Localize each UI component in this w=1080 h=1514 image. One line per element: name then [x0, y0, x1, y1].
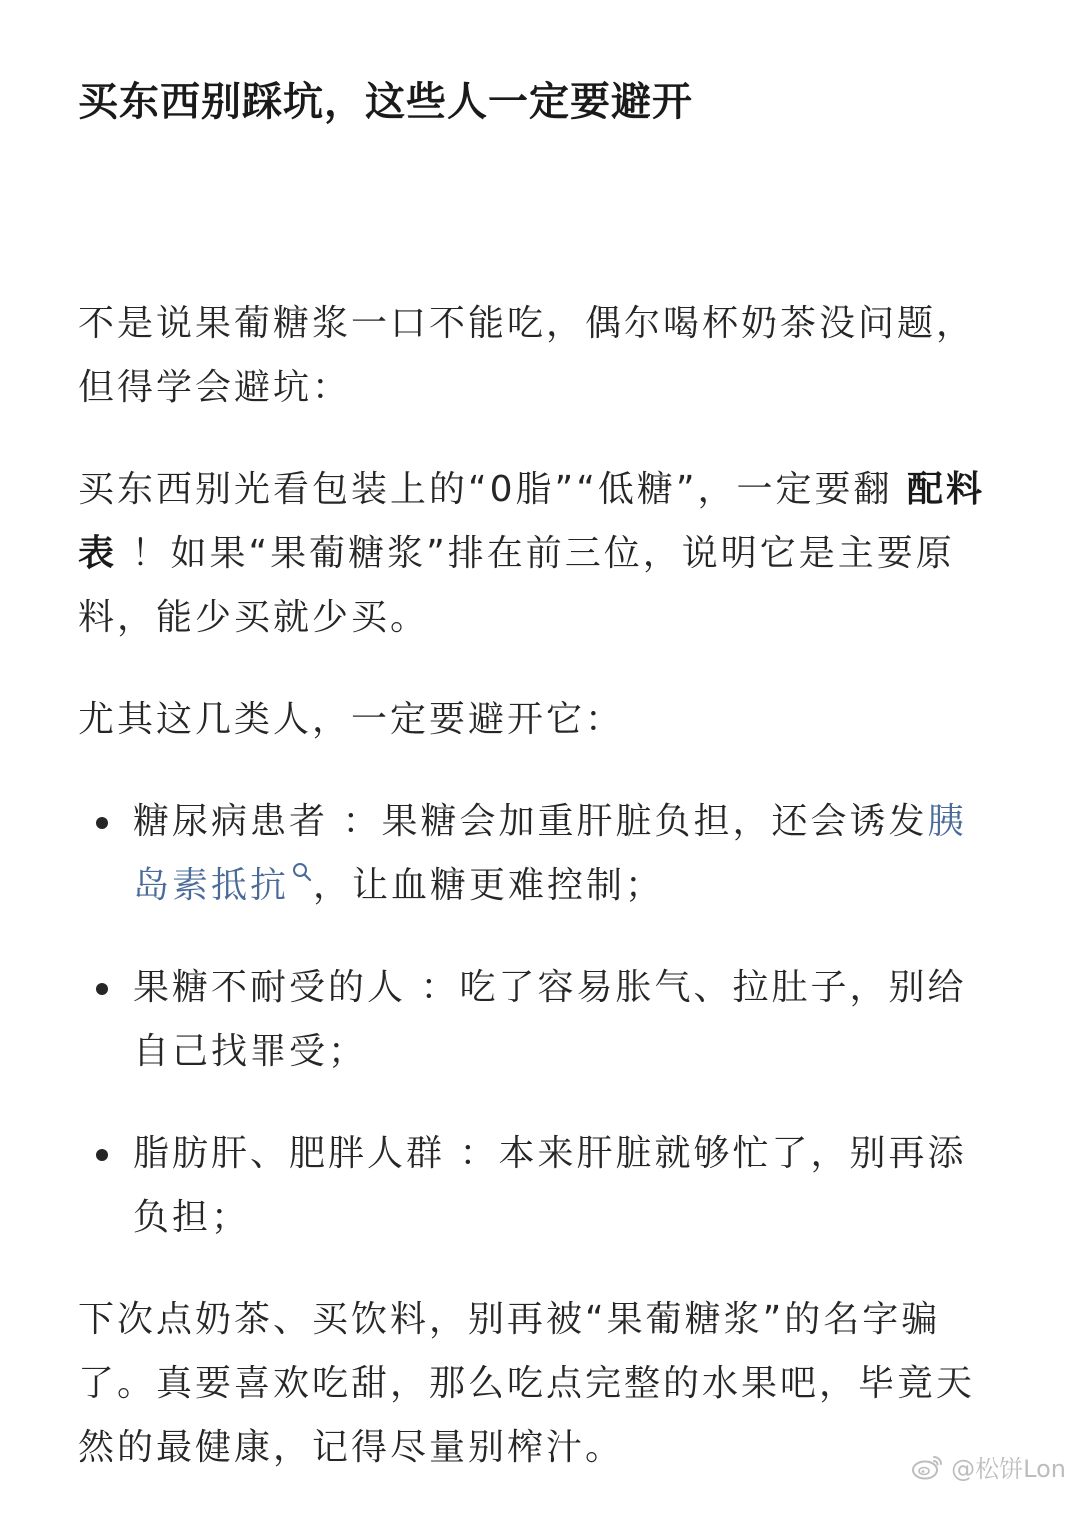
list-item-text: 果糖不耐受的人 ：吃了容易胀气、拉肚子，别给自己找罪受；: [133, 967, 967, 1072]
list-item-text: 糖尿病患者 ：果糖会加重肝脏负担，还会诱发: [133, 801, 928, 842]
paragraph-conclusion: 下次点奶茶、买饮料，别再被“果葡糖浆”的名字骗了。真要喜欢吃甜，那么吃点完整的水果吧，毕竟天然的最健康，记得尽量别榨汁。: [78, 1299, 976, 1468]
list-item-fatty-liver: [78, 1122, 1002, 1250]
weibo-icon: [911, 1453, 945, 1481]
article-title: 买东西别踩坑，这些人一定要避开: [78, 79, 693, 125]
paragraph-groups-intro: 尤其这几类人，一定要避开它：: [78, 699, 625, 740]
paragraph-intro: 不是说果葡糖浆一口不能吃，偶尔喝杯奶茶没问题，但得学会避坑：: [78, 303, 976, 408]
search-icon[interactable]: [291, 862, 313, 884]
list-item-text-end: ，让血糖更难控制；: [313, 865, 665, 906]
paragraph-ingredients: [78, 458, 1002, 650]
watermark: [911, 1449, 1066, 1484]
list-item-diabetes: [78, 790, 1002, 918]
paragraph-ingredients-text-1: 买东西别光看包装上的“0脂”“低糖”，一定要翻: [78, 469, 907, 510]
bullet-list: [78, 790, 1002, 1250]
list-item-fructose-intolerance: [78, 956, 1002, 1084]
ingredient-list-emphasis: 配料表: [78, 469, 985, 574]
bullet-dot: [96, 1149, 108, 1161]
article: [78, 72, 1002, 1480]
watermark-text: @松饼Lon: [951, 1455, 1066, 1483]
paragraph-ingredients-text-2: ！如果“果葡糖浆”排在前三位，说明它是主要原料，能少买就少买。: [78, 533, 955, 638]
bullet-dot: [96, 817, 108, 829]
bullet-dot: [96, 983, 108, 995]
insulin-resistance-link[interactable]: 胰岛素抵抗: [133, 801, 967, 906]
list-item-text: 脂肪肝、肥胖人群 ：本来肝脏就够忙了，别再添负担；: [133, 1133, 967, 1238]
